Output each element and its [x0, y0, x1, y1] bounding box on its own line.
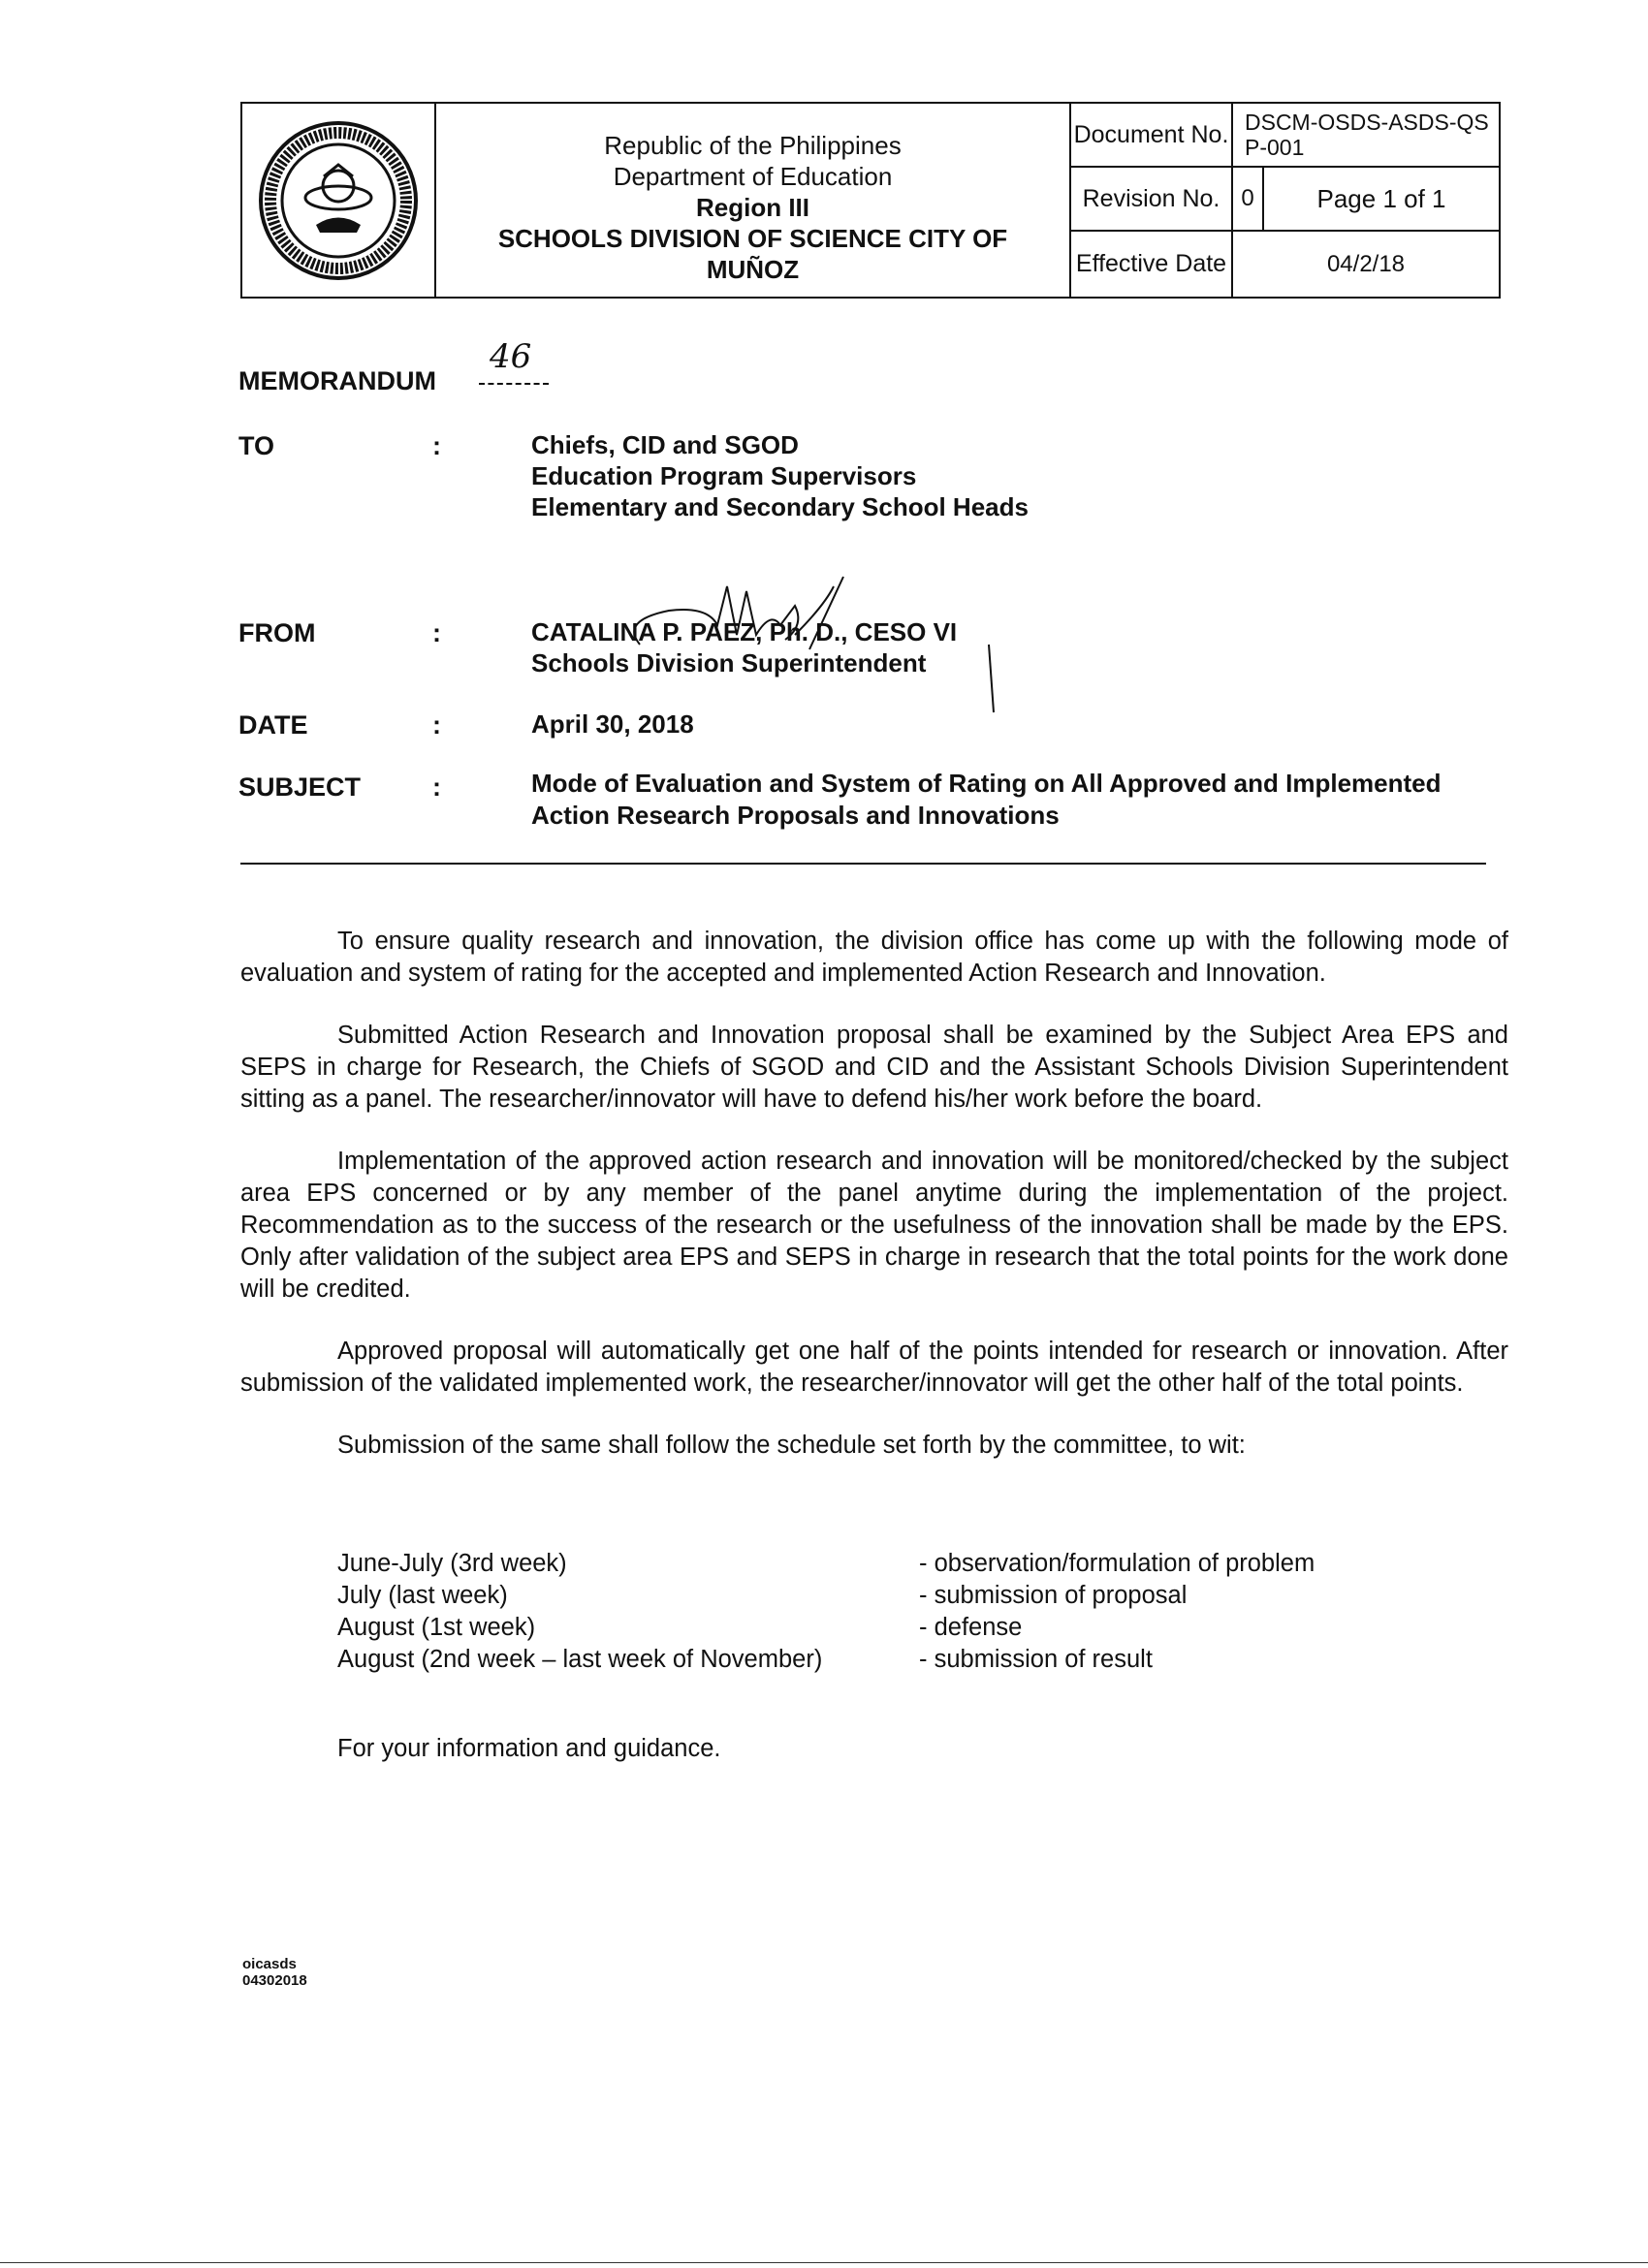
initials-block [242, 1956, 307, 1989]
schedule-row [337, 1548, 1315, 1580]
from-label: FROM [238, 618, 316, 647]
memo-subject: Mode of Evaluation and System of Rating on All Approved and Implemented Action Research Proposals and Innovations [531, 769, 1442, 830]
org-line-region: Region III [696, 192, 809, 222]
document-header-table [240, 102, 1501, 299]
schedule-what: - submission of proposal [919, 1582, 1188, 1609]
date-colon: : [432, 710, 441, 740]
subject-colon: : [432, 772, 441, 802]
to-recipients [531, 429, 1029, 522]
body-paragraph: Implementation of the approved action research and innovation will be monitored/checked by the subject area EPS concerned or by any member of the panel anytime during the implementation of the project. Recommendation as to the success of the research or the usefulness of the innovation shall be made by the EPS. Only after validation of the subject area EPS and SEPS in charge in research that the total points for the work done will be credited. [240, 1148, 1508, 1303]
date-label: DATE [238, 710, 308, 740]
document-no-value: DSCM-OSDS-ASDS-QSP-001 [1245, 110, 1489, 160]
initials-code: 04302018 [242, 1972, 307, 1989]
initials-line: oicasds [242, 1956, 297, 1972]
memorandum-number: 46 [490, 337, 532, 376]
org-line-division: SCHOOLS DIVISION OF SCIENCE CITY OF [497, 223, 1008, 253]
schedule-intro: Submission of the same shall follow the schedule set forth by the committee, to wit: [337, 1432, 1246, 1459]
revision-number: 0 [1233, 168, 1264, 230]
recipient-supervisors: Education Program Supervisors [531, 461, 917, 490]
recipient-chiefs: Chiefs, CID and SGOD [531, 430, 799, 459]
recipient-school-heads: Elementary and Secondary School Heads [531, 492, 1029, 521]
document-meta [1071, 104, 1499, 297]
sender-title: Schools Division Superintendent [531, 648, 927, 677]
subject-label: SUBJECT [238, 772, 362, 802]
schedule-when: June-July (3rd week) [337, 1550, 567, 1577]
page-indicator: Page 1 of 1 [1316, 183, 1446, 213]
schedule-list [337, 1548, 1315, 1676]
revision-row [1071, 168, 1499, 232]
schedule-row [337, 1580, 1315, 1612]
schedule-what: - defense [919, 1614, 1023, 1641]
document-no-label: Document No. [1071, 104, 1233, 166]
memorandum-number-underline [479, 383, 549, 385]
org-line-city: MUÑOZ [706, 254, 800, 284]
schedule-when: August (2nd week – last week of November) [337, 1646, 823, 1673]
effective-date-row [1071, 232, 1499, 297]
schedule-what: - observation/formulation of problem [919, 1550, 1315, 1577]
subject-divider [240, 863, 1486, 865]
organization-block [436, 104, 1071, 297]
schedule-row [337, 1644, 1315, 1676]
logo-cell [242, 104, 436, 297]
document-no-row [1071, 104, 1499, 168]
schedule-when: July (last week) [337, 1582, 508, 1609]
schedule-when: August (1st week) [337, 1614, 536, 1641]
to-colon: : [432, 431, 441, 460]
sender-name: CATALINA P. PAEZ, Ph. D., CESO VI [531, 617, 958, 646]
footer-edge-line [0, 2262, 1648, 2263]
deped-seal-logo [256, 118, 421, 283]
org-line-republic: Republic of the Philippines [604, 130, 902, 160]
schedule-row [337, 1612, 1315, 1644]
body-paragraph: Submitted Action Research and Innovation proposal shall be examined by the Subject Area EPS and SEPS in charge for Research, the Chiefs of SGOD and CID and the Assistant Schools Division Superintendent sitting as a panel. The researcher/innovator will have to defend his/her work before the board. [240, 1022, 1508, 1113]
from-colon: : [432, 618, 441, 647]
revision-label: Revision No. [1071, 168, 1233, 230]
memo-body [240, 926, 1508, 1492]
closing-line: For your information and guidance. [337, 1735, 721, 1762]
body-paragraph: To ensure quality research and innovation, the division office has come up with the following mode of evaluation and system of rating for the accepted and implemented Action Research and Innovation. [240, 928, 1508, 987]
org-line-department: Department of Education [613, 161, 893, 191]
memo-date: April 30, 2018 [531, 709, 694, 739]
from-sender [531, 616, 957, 678]
body-paragraph: Approved proposal will automatically get one half of the points intended for research or innovation. After submission of the validated implemented work, the researcher/innovator will get the other half of the total points. [240, 1338, 1508, 1397]
effective-date-label: Effective Date [1071, 232, 1233, 297]
schedule-what: - submission of result [919, 1646, 1153, 1673]
to-label: TO [238, 431, 275, 460]
memorandum-label: MEMORANDUM [238, 366, 436, 395]
effective-date-value: 04/2/18 [1326, 250, 1406, 277]
